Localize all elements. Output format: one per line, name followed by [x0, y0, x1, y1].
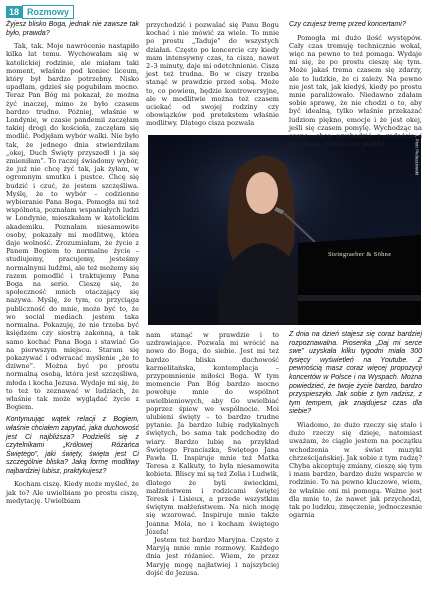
- column-2-bottom: [146, 331, 279, 596]
- piano-brand: Steingraeber & Söhne: [328, 251, 392, 258]
- column-2-top: [146, 21, 279, 133]
- column-1: [6, 21, 139, 596]
- answer-1: Tak, tak. Moje nawrócenie nastąpiło kilka lat temu. Wychowałam się w katolickiej rodzinie, ale miałam taki moment, właśnie pod koniec liceum, który był bardzo potrzebny. Nisko upadłam, gdzieś się pogubiłam mocno. Teraz Pan Bóg mi pokazał, że można żyć inaczej, mimo że było czasem bardzo trudno. Później, właśnie w Londynie, w czasie pandemii zaczęłam takiej drogi do kościoła, zaczęłam się modlić. Podjęłam wybór walki. Nie było tak, że jednego dnia stwierdziłam „okej, Duch Święty przyszedł i ja się zmieniłam”. To raczej świadomy wybór, że już nie chcę żyć tak, jak żyłam, w ogromnym smutku i pustce. Chcę się budzić i czuć, że jestem szczęśliwa. Myślę, że to wybór – codzienne wybieranie Pana Boga. Pomogła mi też wspólnota, poznałam wspaniałych ludzi w Londynie, mieszkałam w katolickim akademiku. Poznałam niesamowite osoby, pokazały mi modlitwę, która daje wolność. Zrozumiałam, że życie z Panem Bogiem to normalne życie – studiujemy, pracujemy, jesteśmy normalnymi ludźmi, ale też możemy się razem pomodlić i traktujemy Pana Boga na serio. Cieszę się, że społeczność mnich otaczający się nazywa. Myślę, że tym, co przyciąga publiczność do mnie, może być to, że wo social mediach jestem taka normalna. Pokazuję, że nie trzeba być księdzem czy siostrą zakonną, a tak samo kochać Pana Boga i stawiać Go na pierwszym miejscu. Staram się pokazywać i odwracać myślenie „że to dziwne”. Można być po prostu normalną osobą, która jest szczęśliwa, młoda i kocha Jezusa. Wydaje mi się, że to też to zeznawać w ludziach, że właśnie tak może wyglądać życie z Bogiem.: [6, 42, 139, 412]
- section-label: Rozmowy: [22, 5, 74, 19]
- column-3-bottom: [289, 331, 422, 596]
- answer-2: Kocham ciszę. Kiedy może myśleć, że jak to? Ale uwielbiam po prostu ciszę, medytację. Uwielbiam: [6, 480, 139, 505]
- photo-credit: Fot. Piotr Pielaszewski: [414, 129, 419, 175]
- question-1: Żyjesz blisko Boga, jednak nie zawsze tak było, prawda?: [6, 21, 139, 37]
- concert-photo: [148, 129, 421, 325]
- answer-1-cont: przychodzić i pozwalać się Panu Bogu kochać i nie mówić za wiele. To mnie po prostu „Taduje” do wszystych działań. Często po koncercie czy kiedy mam intensywny czas, ta cisza, nawet 2–3 minuty, daje mi odetchnienie. Cisza jest też trudna. Bo w ciszy trzeba stanąć w prawdzie przed sobą. Może to, co powiem, będzie kontrowersyjne, ale w modlitwie można też czasem uciekać od swojej rodziny czy obowiązków pod pretekstem właśnie modlitwy. Dlatego cisza pozwala: [146, 21, 279, 128]
- answer-2-cont: nam stanąć w prawdzie i to uzdrawiające. Pozwala mi wrócić na nowo do Boga, do siebie. Jest mi też bardzo bliska duchowość karmelitańska, kontemplacja – przypomnienie miłości Boga. W tym momencie Pan Bóg bardzo mocno powołuje mnie do wspólnot uwielbieniowych, aby Go uwielbiać poprzez śpiew we wspólnocie. Moi ulubieni święty – to bardzo trudne pytanie. Ja bardzo lubię radykalnych świętych, bo sama tak podchodzę do wiary. Bardzo lubię na przykład Świętego Franciszka, Świętego Jana Pawła II. Inspiruje mnie też Matka Teresa z Kalkuty, to była niesamowita kobieta. Bliscy mi są też Zelia i Ludwik, dlatego że byli świeckimi, małżeństwem i rodzicami świętej Teresk i Lisieux, a przede wszystkim świętym małżeństwem. Na nich mogę się wzorować. Inspiruje mnie także Joanna Mola, no i kocham świętego Józefa!: [146, 331, 279, 536]
- question-trema: Czy czujesz tremę przed koncertami?: [289, 21, 406, 28]
- column-3-top: [289, 21, 422, 149]
- question-tempo: Z dnia na dzień stajesz się coraz bardziej rozpoznawalna. Piosenka „Daj mi serce swe” uzyskała kilku tygodni miała 300 tysięcy wyświetleń na Youtube. Z pewnością masz coraz więcej propozycji koncertów w Polsce i na Wyspach. Można powiedzieć, że twoje życie bardzo, bardzo przyspieszyło. Jak sobie z tym radzisz, z tym tempem, jak znajdujesz czas dla siebie?: [289, 331, 422, 416]
- page-number: 18: [6, 6, 22, 18]
- answer-trema: Pomogła mi dużo ilość występów. Cały czas tremuję technicznie wokal, więc na pewno to też pomaga. Wydaje mi się, że po prostu cieszę się tym. Może jakaś trema czasem się zdarzy, ale to ludzkie, że ci zależy. Na pewno nie jest tak, jak kiedyś, kiedy po prostu mnie paraliżowało. Niedawno zdałam sobie sprawę, że nie chodzi o to, aby być idealną, tylko właśnie przekazać ludziom piękno, emocje i że jest okej, jeśli się czasem pomylę. Wychodząc na scenę, chcę wychodzić z radością i przekazać ludziom to piękno.: [289, 33, 422, 149]
- photo-illustration: [148, 135, 421, 325]
- question-2: Kontynuując wątek relacji z Bogiem, właśnie chciałem zapytać, jaka duchowość jest Ci najbliższa? Podzieliś się z czytelnikami „Królowej Różańca Świętego”, jaki święty, święta jest Ci szczególnie bliska? Jaką formę modlitwy najbardziej lubisz, praktykujesz?: [6, 416, 139, 475]
- answer-2-maryja: Jestem też bardzo Maryjna. Często z Maryją mnie mnie rozmowy. Każdego dnia jest różaniec. Wiem, że przez Maryję mogę najłatwiej i najszybciej dojść do Jezusa.: [146, 536, 279, 577]
- page-header: [6, 5, 74, 19]
- answer-tempo: Wiadomo, że dużo rzeczy się stało i dużo rzeczy się dzieje, natomiast uważam, że ciągle jestem na początku wchodzenia w świat muzyki chrześcijańskiej. Jak sobie z tym radzę? Chyba akceptuję zmiany, cieszę się tym i mam bardzo, bardzo duże wsparcie w rodzinie. To na pewno kluczowe, wiem, że właśnie oni mi pomogą. Ważne jest dla mnie to, że nawet jak przychodzi, tak po ludzku, zmęczenie, jednoczesnie ogarnia: [289, 420, 422, 520]
